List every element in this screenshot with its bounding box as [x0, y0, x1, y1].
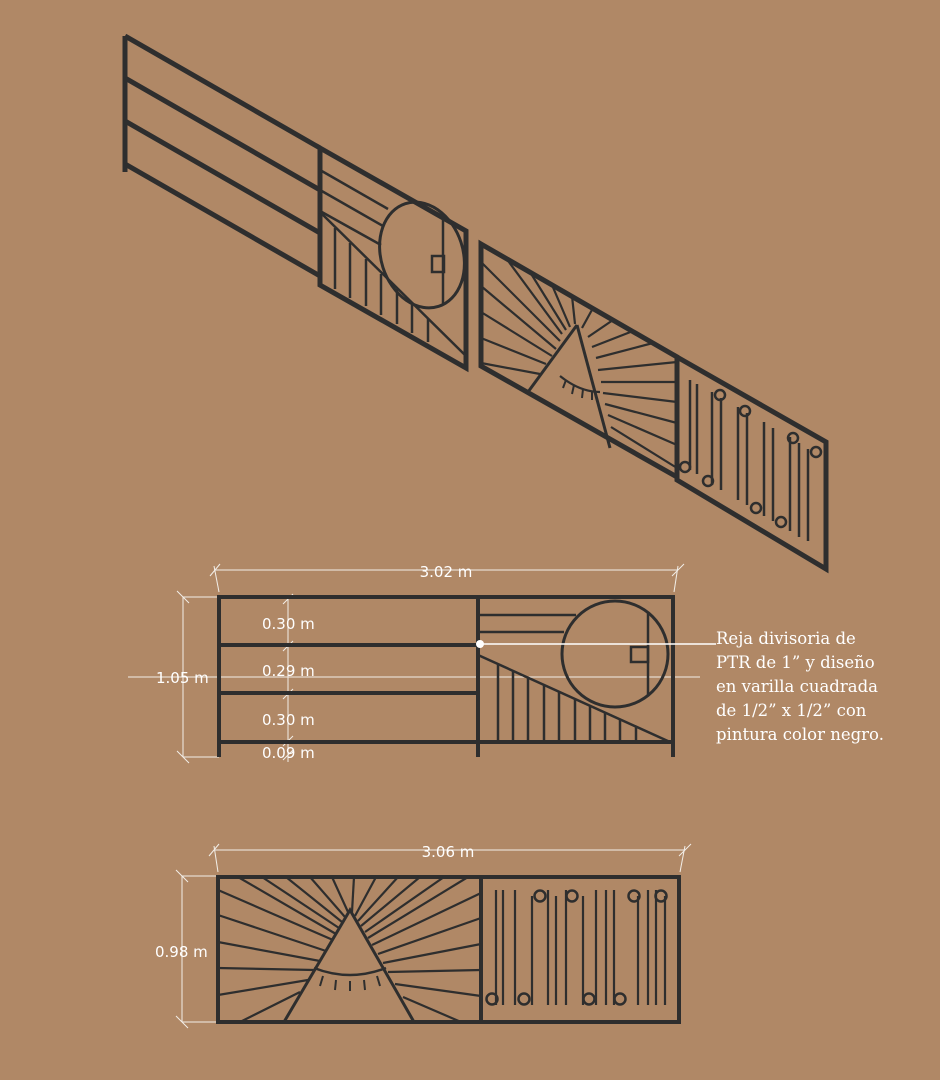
annotation-line-5: pintura color negro.: [716, 725, 884, 744]
elevation-1: [128, 563, 716, 763]
elevation-1-dimension-lines: [128, 564, 700, 763]
spacing-label-4: 0.09 m: [262, 744, 315, 762]
spacing-label-2: 0.29 m: [262, 662, 315, 680]
annotation-line-3: en varilla cuadrada: [716, 677, 878, 696]
isometric-view: [125, 36, 826, 569]
annotation-note: [716, 629, 884, 744]
iso-rail-panel: [125, 36, 320, 285]
annotation-line-4: de 1/2” x 1/2” con: [716, 701, 867, 720]
spacing-label-3: 0.30 m: [262, 711, 315, 729]
elevation-1-width-label: 3.02 m: [419, 563, 473, 581]
annotation-line-1: Reja divisoria de: [716, 629, 856, 648]
annotation-leader: [476, 640, 716, 648]
annotation-line-2: PTR de 1” y diseño: [716, 653, 875, 672]
iso-circle-panel: [320, 148, 478, 368]
iso-sun-panel: [481, 244, 677, 477]
spacing-label-1: 0.30 m: [262, 615, 315, 633]
elevation-1-height-label: 1.05 m: [156, 669, 209, 687]
elevation-2-height-label: 0.98 m: [155, 943, 208, 961]
elevation-2-railing: [218, 877, 679, 1022]
elevation-2-width-label: 3.06 m: [421, 843, 475, 861]
iso-bars-panel: [677, 357, 826, 569]
elevation-2: [155, 843, 691, 1028]
